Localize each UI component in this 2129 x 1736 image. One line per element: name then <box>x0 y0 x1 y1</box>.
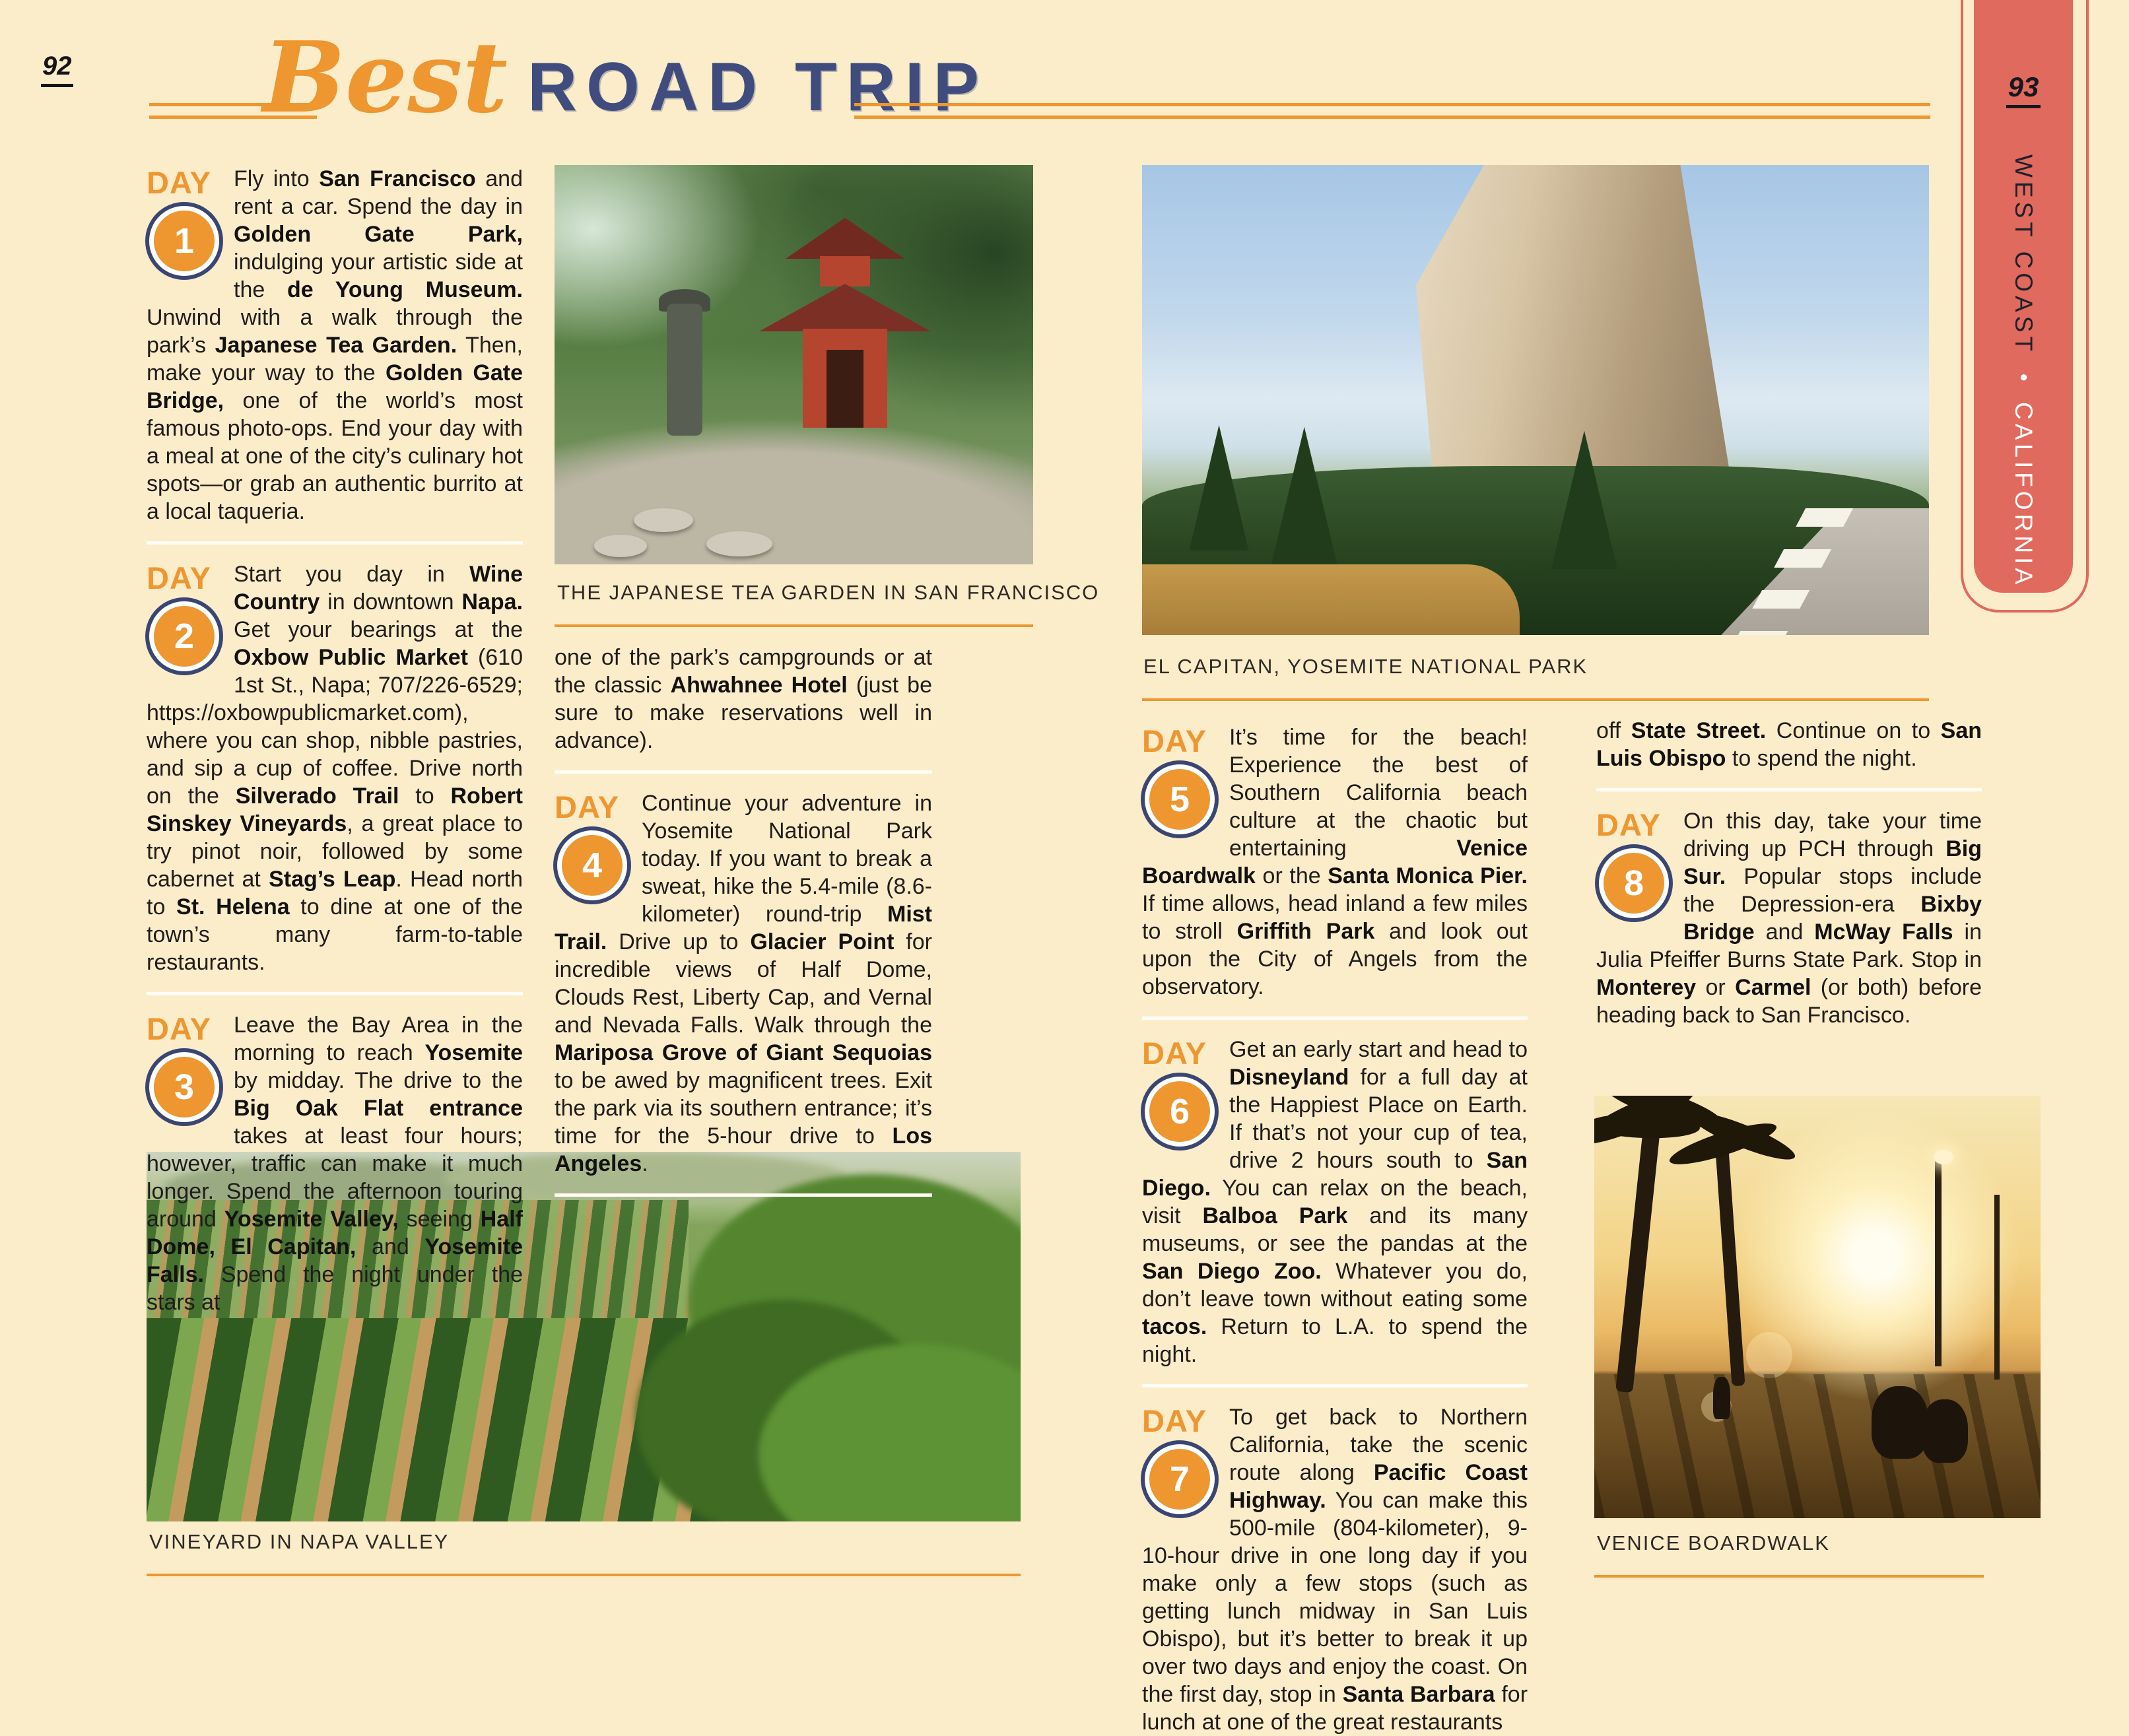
el-capitan-caption: EL CAPITAN, YOSEMITE NATIONAL PARK <box>1143 655 1588 678</box>
vineyard-caption-rule <box>147 1574 1021 1576</box>
section-divider <box>147 992 523 995</box>
section-divider <box>1142 1017 1528 1020</box>
el-capitan-photo <box>1142 165 1929 635</box>
day-3-badge <box>147 1013 223 1127</box>
right-page-column-2 <box>1596 717 1982 1029</box>
title-rule-right <box>854 103 1930 119</box>
venice-caption-rule <box>1594 1575 1984 1578</box>
day-7-section <box>1142 1403 1528 1736</box>
day-7-text: To get back to Northern California, take the scenic route along Pacific Coast Highway. You can make this 500-mile (804-kilometer), 9-10-hour drive in one long day if you make only a few stops (such as getting lunch midway in San Luis Obispo), but it’s better to break it up over two days and enjoy the coast. On the first day, stop in Santa Barbara for lunch at one of the great restaurants <box>1142 1405 1528 1735</box>
streetlight-lamp <box>1934 1150 1953 1164</box>
el-capitan-caption-rule <box>1142 698 1929 701</box>
venice-caption: VENICE BOARDWALK <box>1597 1531 1830 1554</box>
day-label: DAY <box>1142 723 1207 758</box>
day-4-text: Continue your adventure in Yosemite National Park today. If you want to break a sweat, hike the 5.4-mile (8.6-kilometer) round-trip Mist Trail. Drive up to Glacier Point for incredible views of Half Dome, Clouds Rest, Liberty Cap, and Vernal and Nevada Falls. Walk through the Mariposa Grove of Giant Sequoias to be awed by magnificent trees. Exit the park via its southern entrance; it’s time for the 5-hour drive to Los Angeles. <box>555 791 932 1176</box>
section-divider <box>555 1193 932 1197</box>
day-1-number-circle: 1 <box>149 206 219 276</box>
left-page-column-1 <box>147 165 523 1316</box>
section-divider <box>555 770 932 774</box>
japanese-tea-garden-photo <box>555 165 1033 564</box>
page-number-left: 92 <box>41 51 73 87</box>
tab-separator-dot: ● <box>2015 368 2032 389</box>
walking-person <box>1713 1377 1730 1419</box>
long-shadows <box>1594 1374 2041 1518</box>
tab-region-label: WEST COAST <box>2010 154 2037 355</box>
day-7-continuation-text: off State Street. Continue on to San Luis Obispo to spend the night. <box>1596 718 1982 771</box>
tab-location-label: CALIFORNIA <box>2010 401 2037 588</box>
day-label: DAY <box>147 165 211 200</box>
title-main-word: ROAD TRIP <box>527 49 988 125</box>
day-label: DAY <box>147 1011 211 1046</box>
day-2-badge <box>147 562 223 677</box>
day-3-continuation-text: one of the park’s campgrounds or at the classic Ahwahnee Hotel (just be sure to make reservations well in advance). <box>555 645 932 753</box>
day-label: DAY <box>1142 1403 1207 1438</box>
day-label: DAY <box>147 560 211 595</box>
day-1-section <box>147 165 523 525</box>
day-8-number-circle: 8 <box>1599 848 1669 918</box>
day-label: DAY <box>1596 807 1661 842</box>
seated-person <box>1922 1399 1968 1463</box>
day-4-section <box>555 789 932 1178</box>
day-2-section <box>147 560 523 976</box>
day-5-section <box>1142 723 1528 1001</box>
day-6-badge <box>1142 1037 1219 1152</box>
day-8-text: On this day, take your time driving up PCH through Big Sur. Popular stops include the Depression-era Bixby Bridge and McWay Falls in Julia Pfeiffer Burns State Park. Stop in Monterey or Carmel (or both) before heading back to San Francisco. <box>1596 809 1982 1028</box>
day-3-number-circle: 3 <box>149 1052 219 1122</box>
section-divider <box>1142 1384 1528 1387</box>
day-label: DAY <box>1142 1036 1207 1071</box>
day-5-text: It’s time for the beach! Experience the best of Southern California beach culture at the chaotic but entertaining Venice Boardwalk or the Santa Monica Pier. If time allows, head inland a few miles to stroll Griffith Park and look out upon the City of Angels from the observatory. <box>1142 725 1528 999</box>
day-label: DAY <box>555 789 619 824</box>
day-2-text: Start you day in Wine Country in downtown Napa. Get your bearings at the Oxbow Public Market (610 1st St., Napa; 707/226-6529; https://oxbowpublicmarket.com), where you can shop, nibble pastries, and sip a cup of coffee. Drive north on the Silverado Trail to Robert Sinskey Vineyards, a great place to try pinot noir, followed by some cabernet at Stag’s Leap. Head north to St. Helena to dine at one of the town’s many farm-to-table restaurants. <box>147 562 524 975</box>
palm-trunk <box>1615 1116 1662 1393</box>
day-6-section <box>1142 1036 1528 1368</box>
day-6-number-circle: 6 <box>1145 1077 1215 1147</box>
pagoda-illustration <box>746 218 944 436</box>
day-7-badge <box>1142 1405 1219 1519</box>
day-7-number-circle: 7 <box>1145 1444 1215 1514</box>
right-page-column-1 <box>1142 723 1528 1736</box>
day-4-number-circle: 4 <box>557 830 627 900</box>
day-3-text: Leave the Bay Area in the morning to reach Yosemite by midday. The drive to the Big Oak Flat entrance takes at least four hours; however, traffic can make it much longer. Spend the afternoon touring around Yosemite Valley, seeing Half Dome, El Capitan, and Yosemite Falls. Spend the night under the stars at <box>147 1013 523 1315</box>
day-6-text: Get an early start and head to Disneyland for a full day at the Happiest Place on Earth. If that’s not your cup of tea, drive 2 hours south to San Diego. You can relax on the beach, visit Balboa Park and its many museums, or see the pandas at the San Diego Zoo. Whatever you do, don’t leave town without eating some tacos. Return to L.A. to spend the night. <box>1142 1037 1528 1367</box>
seated-person <box>1872 1386 1928 1459</box>
section-divider <box>147 541 523 545</box>
sidebar-tab-west-coast-california <box>1974 0 2073 593</box>
vineyard-caption: VINEYARD IN NAPA VALLEY <box>149 1530 450 1553</box>
page-number-right: 93 <box>2006 71 2041 108</box>
day-5-badge <box>1142 725 1219 840</box>
golden-meadow <box>1142 564 1520 635</box>
day-5-number-circle: 5 <box>1145 764 1215 834</box>
day-1-badge <box>147 166 223 281</box>
sidebar-tab-label <box>2010 154 2037 588</box>
day-8-section <box>1596 807 1982 1029</box>
section-divider <box>1596 788 1982 791</box>
venice-boardwalk-photo <box>1594 1096 2041 1518</box>
day-8-badge <box>1596 809 1673 923</box>
streetlight-pole <box>1994 1195 2000 1380</box>
tea-garden-caption-rule <box>555 624 1033 627</box>
title-script-word: Best <box>263 20 508 135</box>
day-2-number-circle: 2 <box>149 601 219 671</box>
palm-trunk <box>1715 1149 1745 1387</box>
tea-garden-caption: THE JAPANESE TEA GARDEN IN SAN FRANCISCO <box>557 581 1100 604</box>
day-1-text: Fly into San Francisco and rent a car. Spend the day in Golden Gate Park, indulging your artistic side at the de Young Museum. Unwind with a walk through the park’s Japanese Tea Garden. Then, make your way to the Golden Gate Bridge, one of the world’s most famous photo-ops. End your day with a meal at one of the city’s culinary hot spots—or grab an authentic burrito at a local taqueria. <box>147 166 523 524</box>
streetlight-pole <box>1935 1155 1942 1366</box>
left-page-column-2 <box>555 644 932 1213</box>
day-4-badge <box>555 791 631 906</box>
day-3-section <box>147 1011 523 1316</box>
